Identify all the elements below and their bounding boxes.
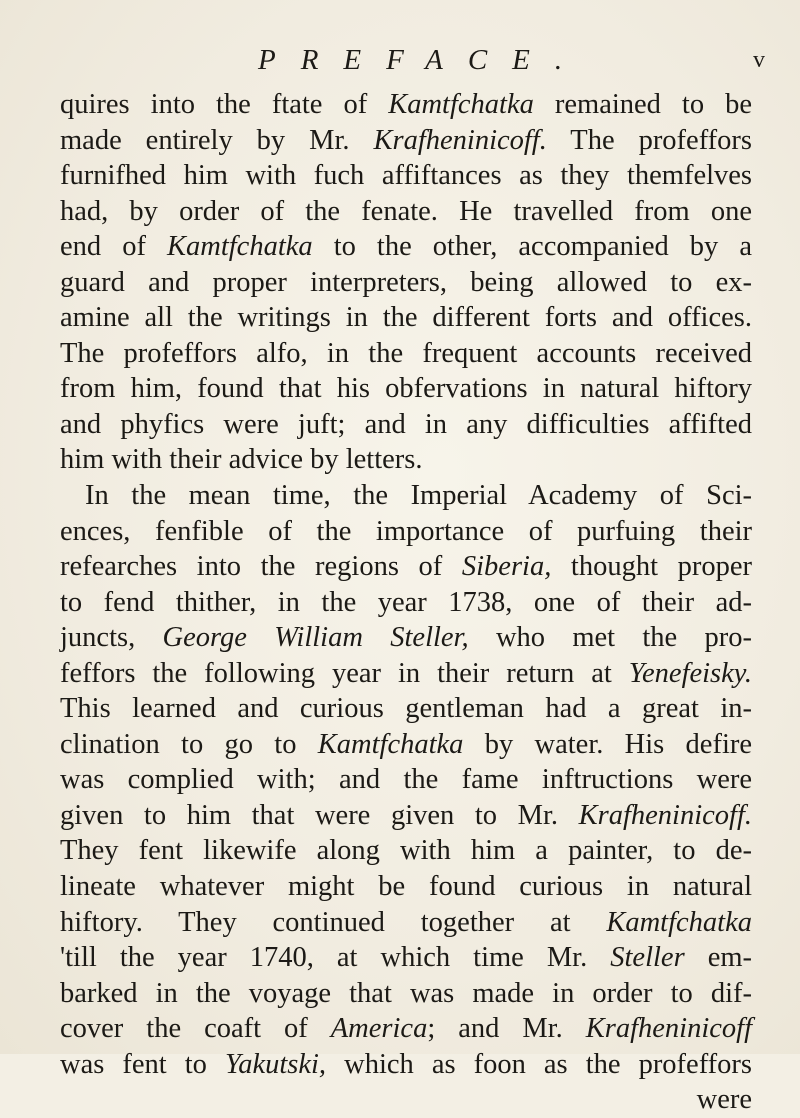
text-line xyxy=(60,727,752,763)
italic-text-segment: Kamtfchatka xyxy=(317,728,464,760)
text-line xyxy=(60,869,752,905)
text-segment: had, by order of the fenate. He travelled from one xyxy=(60,195,752,227)
text-segment: furnifhed him with fuch affiftances as they themfelves xyxy=(60,160,752,192)
text-line xyxy=(60,798,752,834)
text-segment: feffors the following year in their return at xyxy=(60,657,629,689)
italic-text-segment: America xyxy=(330,1013,428,1045)
running-title: PREFACE. xyxy=(258,44,588,76)
italic-text-segment: Kamtfchatka xyxy=(167,231,313,263)
text-segment: ences, fenfible of the importance of purfuing their xyxy=(60,515,752,547)
text-segment: him with their advice by letters. xyxy=(60,444,423,476)
text-segment: quires into the ftate of xyxy=(60,89,389,120)
text-line xyxy=(60,691,752,727)
text-segment: They fent likewife along with him a painter, to de- xyxy=(60,835,752,867)
text-line xyxy=(60,514,752,550)
text-line xyxy=(60,585,752,621)
text-segment: made entirely by Mr. xyxy=(60,124,374,156)
italic-text-segment: George William Steller, xyxy=(162,622,469,654)
text-segment: who met the pro- xyxy=(468,622,753,654)
text-line xyxy=(60,976,752,1012)
text-segment: ; and Mr. xyxy=(427,1013,586,1045)
text-line xyxy=(60,194,752,230)
italic-text-segment: Kamtfchatka xyxy=(606,906,752,938)
text-line xyxy=(60,442,752,478)
text-segment: was complied with; and the fame inftructions were xyxy=(60,764,752,796)
text-line xyxy=(60,833,752,869)
text-segment: given to him that were given to Mr. xyxy=(60,799,579,831)
text-segment: This learned and curious gentleman had a great in- xyxy=(60,693,752,725)
text-segment: barked in the voyage that was made in order to dif- xyxy=(60,977,752,1009)
text-segment: refearches into the regions of xyxy=(60,551,462,583)
text-line xyxy=(60,229,752,265)
catchword: were xyxy=(696,1084,752,1116)
text-line xyxy=(60,905,752,941)
text-segment: lineate whatever might be found curious in natural xyxy=(60,871,752,903)
text-segment: remained to be xyxy=(533,89,752,120)
text-line xyxy=(60,123,752,159)
text-line xyxy=(60,656,752,692)
italic-text-segment: Kamtfchatka xyxy=(388,89,534,120)
text-segment: 'till the year 1740, at which time Mr. xyxy=(60,942,611,974)
text-segment: and phyfics were juft; and in any difficulties affifted xyxy=(60,408,752,440)
text-line xyxy=(60,265,752,301)
text-line xyxy=(60,478,752,514)
text-line xyxy=(60,87,752,123)
text-segment: thought proper xyxy=(551,551,753,583)
text-line xyxy=(60,1047,752,1083)
text-segment: to the other, accompanied by a xyxy=(312,231,752,263)
italic-text-segment: Krafheninicoff. xyxy=(373,124,547,156)
italic-text-segment: Yakutski, xyxy=(224,1048,327,1080)
text-segment: The profeffors xyxy=(546,124,752,156)
italic-text-segment: Siberia, xyxy=(461,551,552,583)
text-segment: to fend thither, in the year 1738, one of their ad- xyxy=(60,586,752,618)
text-line xyxy=(60,158,752,194)
text-segment: juncts, xyxy=(60,622,163,654)
text-segment: which as foon as the profeffors xyxy=(326,1048,752,1080)
text-segment: amine all the writings in the different forts and offices. xyxy=(60,302,752,334)
text-line xyxy=(60,940,752,976)
text-segment: was fent to xyxy=(60,1048,225,1080)
italic-text-segment: Krafheninicoff xyxy=(585,1013,752,1045)
page-header xyxy=(0,40,800,80)
text-segment: guard and proper interpreters, being allowed to ex- xyxy=(60,266,752,298)
text-line xyxy=(60,762,752,798)
text-line xyxy=(60,336,752,372)
page-number: v xyxy=(753,47,765,73)
text-segment: cover the coaft of xyxy=(60,1013,331,1045)
text-segment: The profeffors alfo, in the frequent accounts received xyxy=(60,337,752,369)
italic-text-segment: Steller xyxy=(610,942,685,974)
italic-text-segment: Krafheninicoff. xyxy=(578,799,752,831)
text-line xyxy=(60,1011,752,1047)
text-segment: clination to go to xyxy=(60,728,318,760)
text-line xyxy=(60,407,752,443)
text-segment: end of xyxy=(60,231,167,263)
italic-text-segment: Yenefeisky. xyxy=(628,657,752,689)
text-segment: em- xyxy=(684,942,753,974)
text-segment: hiftory. They continued together at xyxy=(60,906,607,938)
text-line xyxy=(60,549,752,585)
text-segment: by water. His defire xyxy=(463,728,752,760)
text-line xyxy=(60,620,752,656)
text-line xyxy=(60,371,752,407)
text-line xyxy=(60,300,752,336)
text-segment: In the mean time, the Imperial Academy of Sci- xyxy=(85,480,752,512)
body-text xyxy=(60,87,752,1118)
text-segment: from him, found that his obfervations in natural hiftory xyxy=(60,373,752,405)
